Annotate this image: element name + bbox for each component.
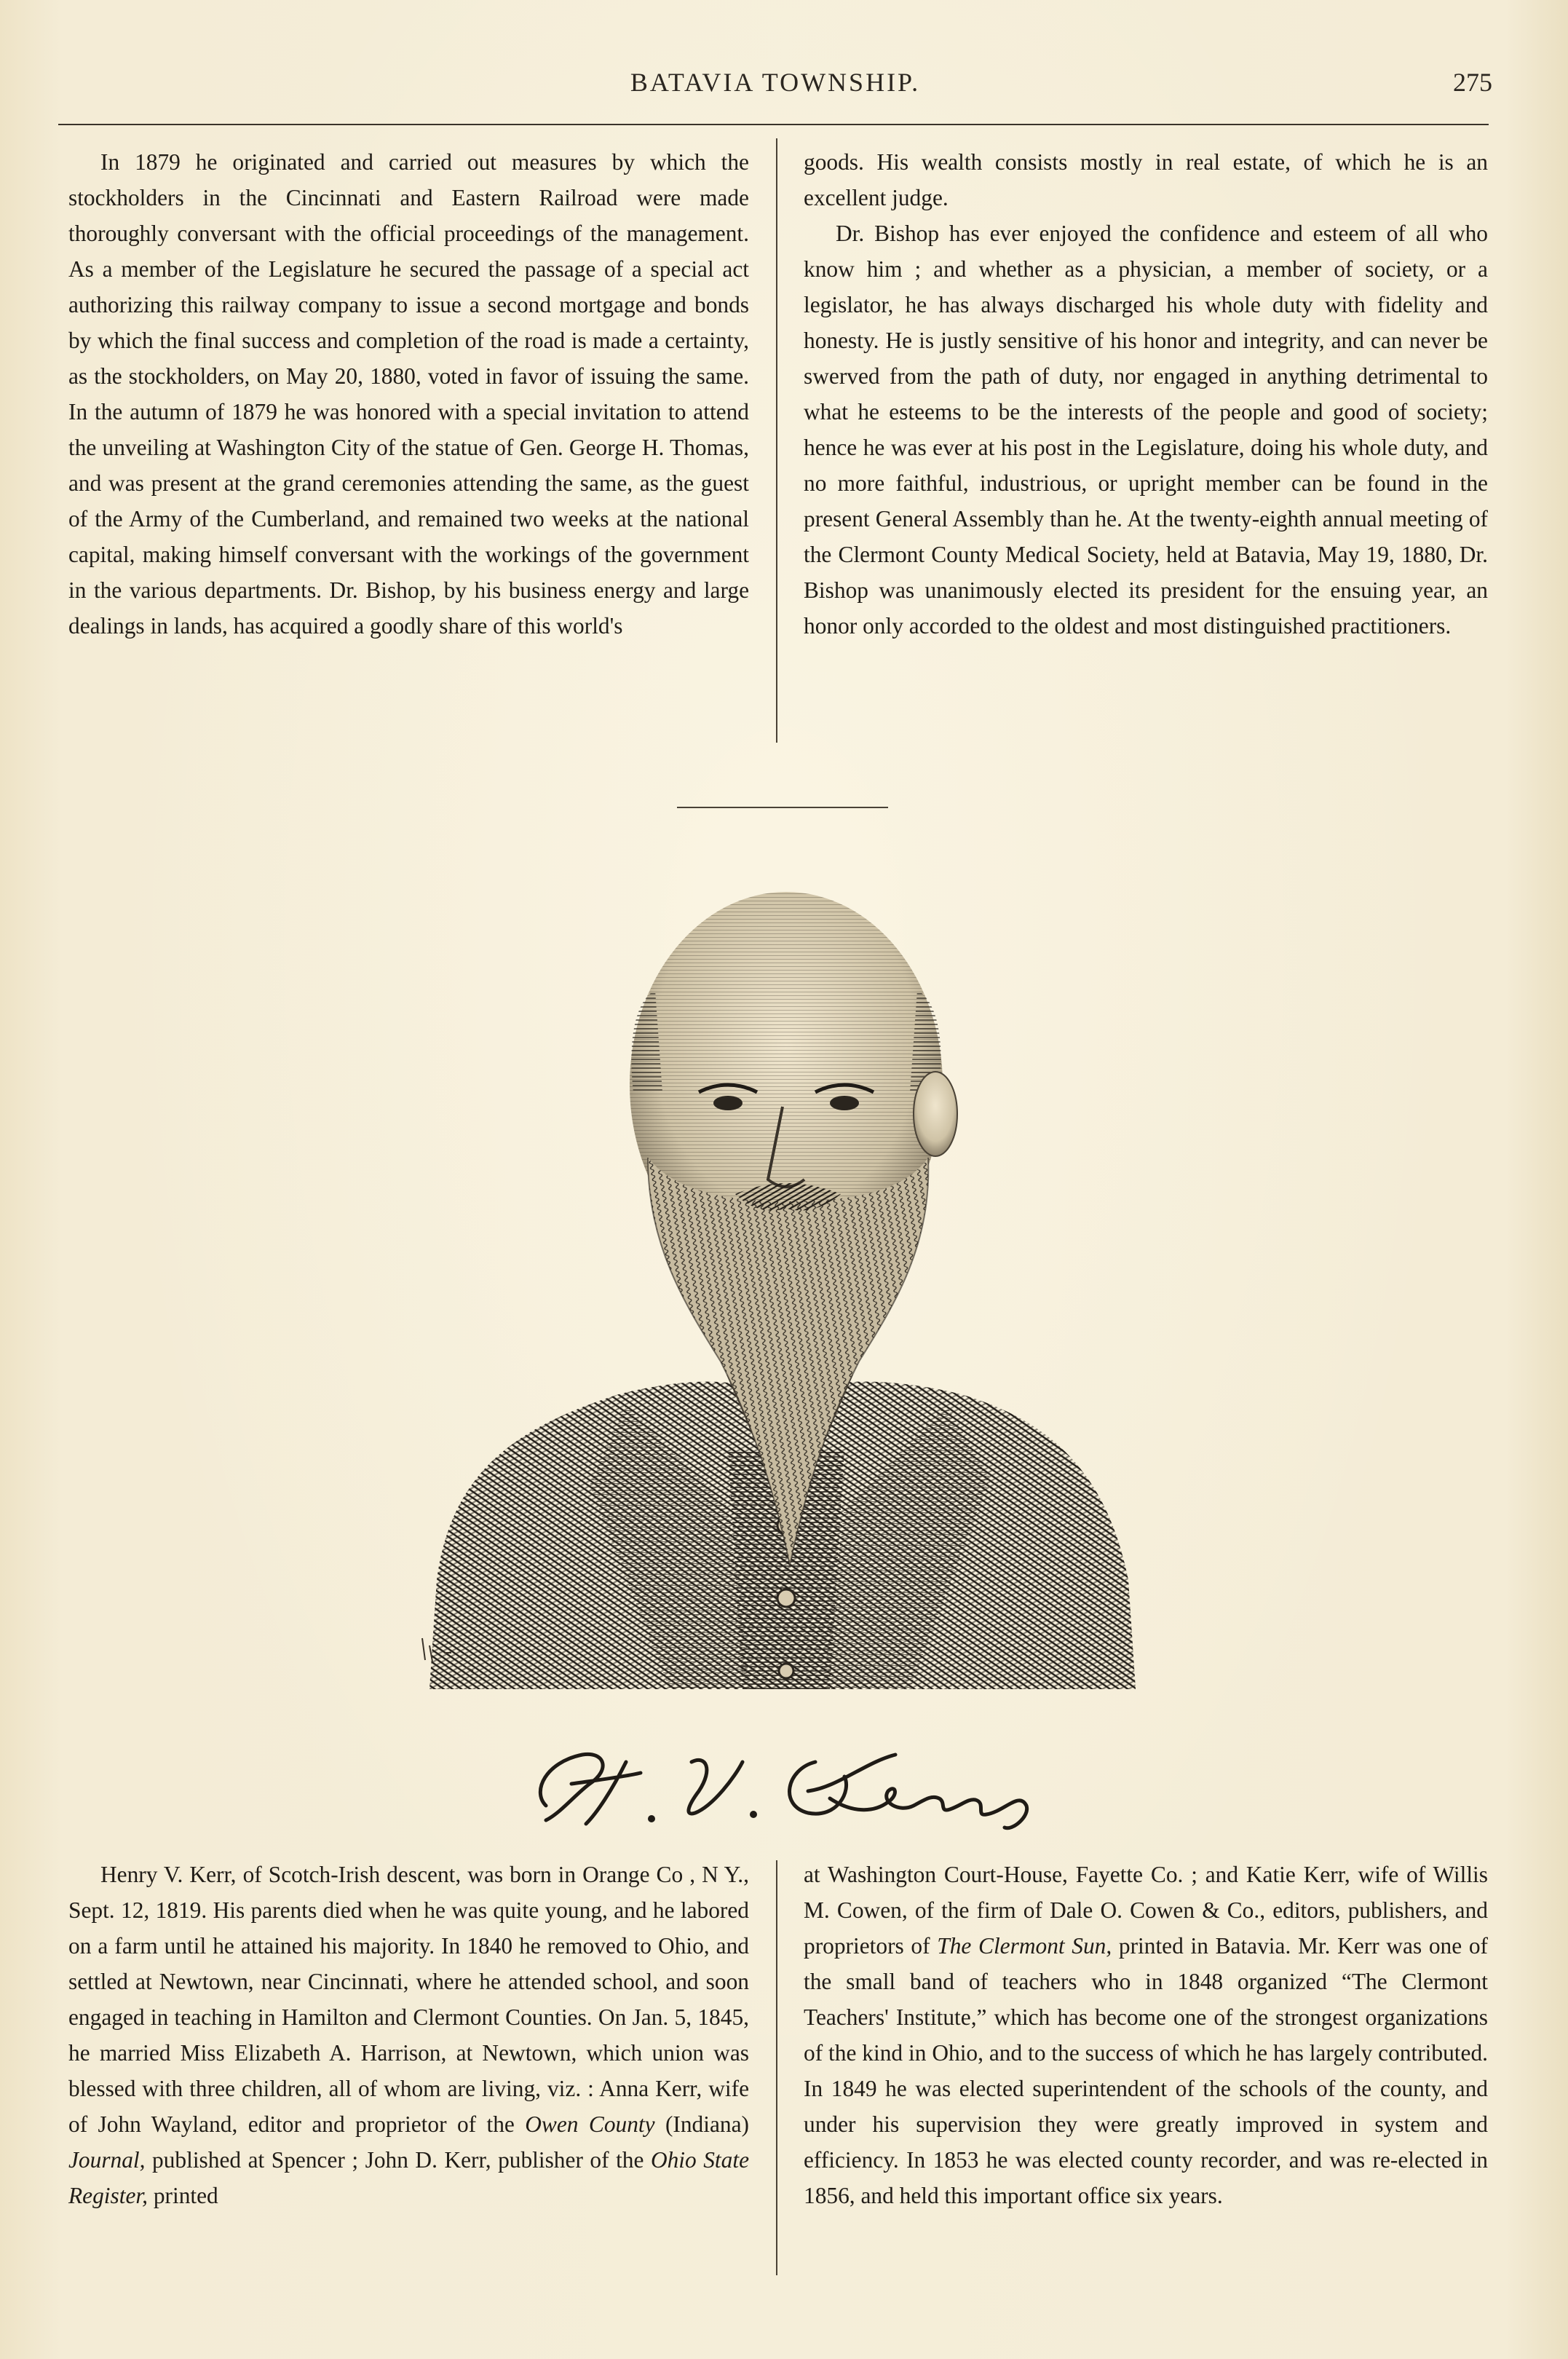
column-bottom-left <box>68 1857 749 2213</box>
text-run: printed in Batavia. Mr. Kerr was one of the small band of teachers who in 1848 organized “The Clermont Teachers' Institute,” which has become one of the strongest organizations of the kind in Ohio, and to the success of which he has largely contributed. In 1849 he was elected superintendent of the schools of the county, and under his supervision they were greatly improved in system and efficiency. In 1853 he was elected county recorder, and was re-elected in 1856, and held this important office six years. <box>804 1933 1488 2208</box>
italic-run: The Clermont Sun, <box>937 1933 1112 1959</box>
italic-run: Owen County <box>525 2111 655 2137</box>
text-run: published at Spencer ; John D. Kerr, publisher of the <box>145 2147 651 2173</box>
paragraph: goods. His wealth consists mostly in real estate, of which he is an excellent judge. <box>804 149 1488 210</box>
text-run: (Indiana) <box>654 2111 749 2137</box>
text-run: Henry V. Kerr, of Scotch-Irish descent, was born in Orange Co , N Y., Sept. 12, 1819. His parents died when he was quite young, and he labored on a farm until he attained his majority. In 1840 he removed to Ohio, and settled at Newtown, near Cincinnati, where he attended school, and soon engaged in teaching in Hamilton and Clermont Counties. On Jan. 5, 1845, he married Miss Elizabeth A. Harrison, at Newtown, which union was blessed with three children, all of whom are living, viz. : Anna Kerr, wife of John Wayland, editor and proprietor of the <box>68 1862 749 2137</box>
italic-run: Ohio State Register, <box>68 2147 749 2208</box>
section-rule <box>677 807 888 808</box>
column-top-left <box>68 144 749 644</box>
paragraph <box>68 1857 749 2213</box>
paragraph <box>804 1857 1488 2213</box>
italic-run: Journal, <box>68 2147 146 2173</box>
column-divider <box>776 138 777 743</box>
paragraph: In 1879 he originated and carried out measures by which the stockholders in the Cincinnati and Eastern Railroad were made thoroughly conversant with the official proceedings of the management. As a member of the Legislature he secured the passage of a special act authorizing this railway company to issue a second mortgage and bonds by which the final success and completion of the road is made a certainty, as the stockholders, on May 20, 1880, voted in favor of issuing the same. In the autumn of 1879 he was honored with a special invitation to attend the unveiling at Washington City of the statue of Gen. George H. Thomas, and was present at the grand ceremonies attending the same, as the guest of the Army of the Cumberland, and remained two weeks at the national capital, making himself conversant with the workings of the government in the various departments. Dr. Bishop, by his business energy and large dealings in lands, has acquired a goodly share of this world's <box>68 149 749 639</box>
text-run: printed <box>147 2183 218 2208</box>
signature <box>502 1733 1056 1835</box>
paragraph: Dr. Bishop has ever enjoyed the confidence and esteem of all who know him ; and whether as a physician, a member of society, or a legislator, he has always discharged his whole duty with fidelity and honesty. He is justly sensitive of his honor and integrity, and can never be swerved from the path of duty, nor engaged in anything detrimental to what he esteems to be the interests of the people and good of society; hence he was ever at his post in the Legislature, doing his whole duty, and no more faithful, industrious, or upright member can be found in the present General Assembly than he. At the twenty-eighth annual meeting of the Clermont County Medical Society, held at Batavia, May 19, 1880, Dr. Bishop was unanimously elected its president for the ensuing year, an honor only accorded to the oldest and most distinguished practitioners. <box>804 221 1488 639</box>
page-number: 275 <box>1453 68 1492 97</box>
column-top-right <box>804 144 1488 644</box>
signature-illustration <box>502 1733 1056 1835</box>
portrait-illustration <box>408 852 1157 1711</box>
engraved-portrait <box>408 852 1157 1711</box>
column-divider <box>776 1860 777 2275</box>
running-title: BATAVIA TOWNSHIP. <box>630 68 921 97</box>
header-rule <box>58 124 1489 125</box>
text-run: at Washington Court-House, Fayette Co. ; and Katie Kerr, wife of Willis M. Cowen, of the firm of Dale O. Cowen & Co., editors, publishers, and proprietors of <box>804 1862 1488 1959</box>
column-bottom-right <box>804 1857 1488 2213</box>
running-head <box>58 67 1492 111</box>
